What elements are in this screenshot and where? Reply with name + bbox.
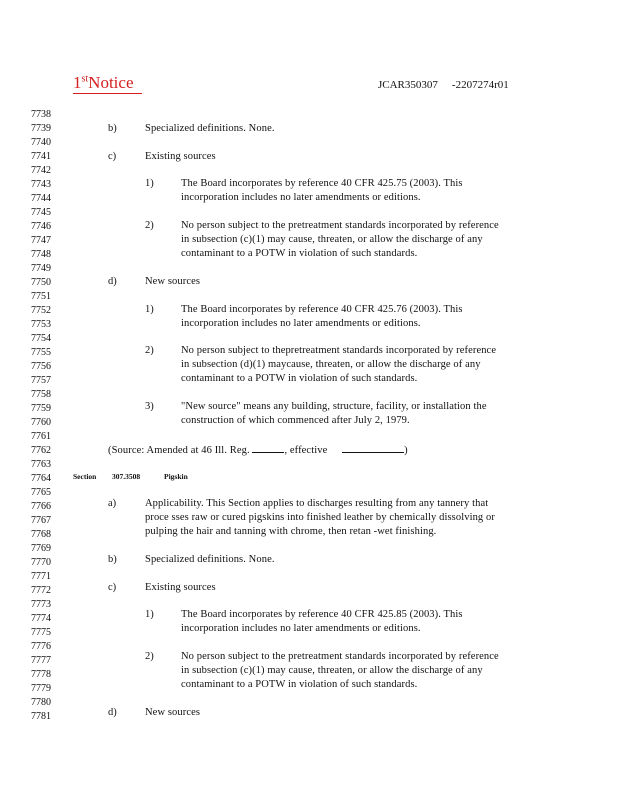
item-c2-label: 2)	[145, 220, 154, 231]
line-number: 7754	[31, 333, 51, 344]
line-number: 7755	[31, 347, 51, 358]
effective-date-blank	[342, 442, 404, 453]
item-d-label: d)	[108, 276, 117, 287]
source-note	[108, 442, 408, 458]
line-number: 7771	[31, 571, 51, 582]
item-a-line3: pulping the hair and tanning with chrome, then retan -wet finishing.	[145, 526, 437, 537]
item-c-2-2-line2: in subsection (c)(1) may cause, threaten, or allow the discharge of any	[181, 665, 483, 676]
item-b2-label: b)	[108, 554, 117, 565]
item-d3-line2: construction of which commenced after July 2, 1979.	[181, 415, 410, 426]
line-number: 7778	[31, 669, 51, 680]
item-c-2-2-line3: contaminant to a POTW in violation of such standards.	[181, 679, 418, 690]
item-c-text: Existing sources	[145, 151, 216, 162]
item-d3-label: 3)	[145, 401, 154, 412]
item-d1-line2: incorporation includes no later amendments or editions.	[181, 318, 421, 329]
line-number: 7765	[31, 487, 51, 498]
section-title: Pigskin	[164, 472, 188, 481]
line-number: 7748	[31, 249, 51, 260]
item-c1-line2: incorporation includes no later amendments or editions.	[181, 192, 421, 203]
line-number: 7752	[31, 305, 51, 316]
item-d3-line1: "New source" means any building, structure, facility, or installation the	[181, 401, 487, 412]
item-c-label: c)	[108, 151, 117, 162]
line-number: 7741	[31, 151, 51, 162]
line-number: 7760	[31, 417, 51, 428]
item-c2-line3: contaminant to a POTW in violation of such standards.	[181, 248, 418, 259]
item-b-label: b)	[108, 123, 117, 134]
item-c-2-1-label: 1)	[145, 609, 154, 620]
item-d2-label: 2)	[145, 345, 154, 356]
item-b2-text: Specialized definitions. None.	[145, 554, 275, 565]
line-number: 7751	[31, 291, 51, 302]
item-c-2-1-line1: The Board incorporates by reference 40 CFR 425.85 (2003). This	[181, 609, 463, 620]
line-number: 7777	[31, 655, 51, 666]
line-number: 7757	[31, 375, 51, 386]
line-number: 7750	[31, 277, 51, 288]
line-number: 7767	[31, 515, 51, 526]
line-number: 7746	[31, 221, 51, 232]
item-d1-line1: The Board incorporates by reference 40 CFR 425.76 (2003). This	[181, 304, 463, 315]
line-number: 7766	[31, 501, 51, 512]
item-d2-line2: in subsection (d)(1) maycause, threaten, or allow the discharge of any	[181, 359, 481, 370]
item-d2-line3: contaminant to a POTW in violation of such standards.	[181, 373, 418, 384]
section-word: Section	[73, 472, 97, 481]
source-note-text: (Source: Amended at 46 Ill. Reg.	[108, 445, 250, 456]
item-d2-line1: No person subject to thepretreatment standards incorporated by reference	[181, 345, 497, 356]
line-number: 7769	[31, 543, 51, 554]
item-c1-line1: The Board incorporates by reference 40 CFR 425.75 (2003). This	[181, 178, 463, 189]
line-number: 7758	[31, 389, 51, 400]
line-number: 7761	[31, 431, 51, 442]
line-number: 7772	[31, 585, 51, 596]
item-a-line1: Applicability. This Section applies to discharges resulting from any tannery that	[145, 498, 489, 509]
source-note-close: )	[404, 445, 408, 456]
line-number: 7749	[31, 263, 51, 274]
line-number: 7768	[31, 529, 51, 540]
document-code	[378, 79, 509, 91]
line-number: 7764	[31, 473, 51, 484]
register-blank	[252, 442, 284, 453]
document-code-revision: -2207274r01	[451, 79, 509, 91]
item-d1-label: 1)	[145, 304, 154, 315]
item-c2-line1: No person subject to the pretreatment standards incorporated by reference	[181, 220, 499, 231]
source-note-effective: , effective	[284, 445, 328, 456]
line-number: 7743	[31, 179, 51, 190]
line-number: 7753	[31, 319, 51, 330]
item-b-text: Specialized definitions. None.	[145, 123, 275, 134]
line-number: 7762	[31, 445, 51, 456]
line-number: 7780	[31, 697, 51, 708]
item-a-label: a)	[108, 498, 117, 509]
line-number: 7739	[31, 123, 51, 134]
line-number: 7773	[31, 599, 51, 610]
section-number: 307.3508	[112, 472, 141, 481]
line-number: 7745	[31, 207, 51, 218]
line-number: 7756	[31, 361, 51, 372]
item-c2-line2: in subsection (c)(1) may cause, threaten, or allow the discharge of any	[181, 234, 483, 245]
item-c1-label: 1)	[145, 178, 154, 189]
item-c-2-1-line2: incorporation includes no later amendments or editions.	[181, 623, 421, 634]
line-number: 7747	[31, 235, 51, 246]
line-number: 7774	[31, 613, 51, 624]
line-number: 7738	[31, 109, 51, 120]
line-number: 7744	[31, 193, 51, 204]
item-d-2-label: d)	[108, 707, 117, 718]
line-number: 7775	[31, 627, 51, 638]
first-notice-heading: 1stNotice	[73, 73, 142, 94]
line-number: 7740	[31, 137, 51, 148]
item-d-2-text: New sources	[145, 707, 201, 718]
item-d-text: New sources	[145, 276, 201, 287]
item-a-line2: proce sses raw or cured pigskins into finished leather by chemically dissolving or	[145, 512, 495, 523]
item-c-2-text: Existing sources	[145, 582, 216, 593]
line-number: 7770	[31, 557, 51, 568]
item-c-2-label: c)	[108, 582, 117, 593]
item-c-2-2-line1: No person subject to the pretreatment standards incorporated by reference	[181, 651, 499, 662]
item-c-2-2-label: 2)	[145, 651, 154, 662]
line-number: 7759	[31, 403, 51, 414]
line-number: 7779	[31, 683, 51, 694]
line-number: 7763	[31, 459, 51, 470]
line-number: 7781	[31, 711, 51, 722]
document-code-id: JCAR350307	[378, 79, 438, 91]
line-number: 7742	[31, 165, 51, 176]
line-number: 7776	[31, 641, 51, 652]
